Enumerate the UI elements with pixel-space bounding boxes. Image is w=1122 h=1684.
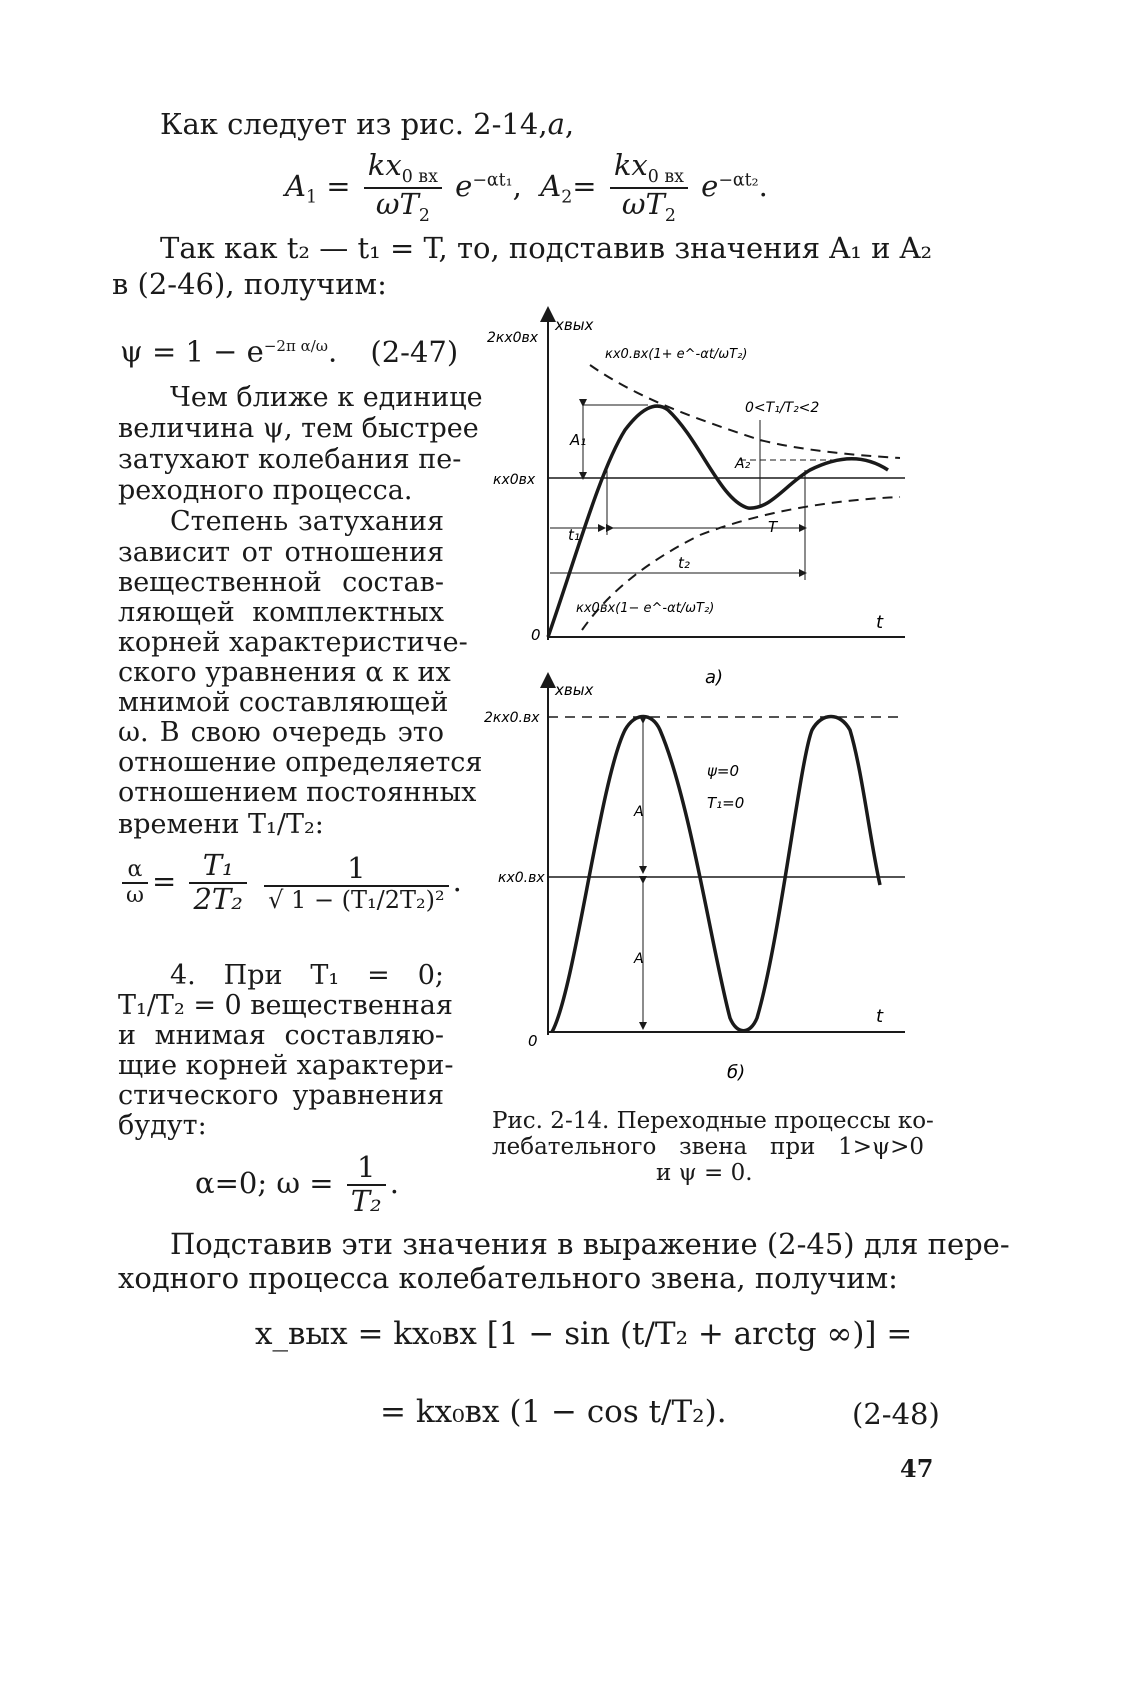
panel-a-sublabel: а) [705, 667, 724, 688]
panel-a-lower-envelope-label: кx0вх(1− e^-αt/ωT₂) [576, 601, 715, 616]
eq-ratio-f1-num: T₁ [202, 848, 234, 882]
caption-line: лебательного звена при 1>ψ>0 [492, 1134, 924, 1160]
eq-ratio-f2: $\frac{1}{\text{√ 1 − (T₁/2T₂)²}}$ [264, 853, 449, 913]
intro-text: Как следует из рис. 2-14, [160, 107, 548, 141]
eq-A2-den: ωT [621, 186, 665, 221]
col-line: реходного процесса. [118, 475, 413, 506]
col-line: Степень затухания [170, 506, 444, 537]
equation-2-48-b: = kx₀вх (1 − cos t/T₂). [380, 1394, 727, 1430]
col-line: щие корней характери- [118, 1050, 454, 1081]
panel-a-A2-label: A₂ [735, 456, 751, 472]
panel-a-A1-label: A₁ [570, 431, 587, 449]
col-line: ского уравнения α к их [118, 657, 451, 688]
eq-247-pow: −2π α/ω [263, 337, 328, 355]
eq-247-tail: . [327, 334, 338, 369]
panel-b-psi: ψ=0 [707, 762, 740, 780]
eq-A2-fraction [610, 150, 688, 226]
panel-a-origin: 0 [531, 626, 541, 644]
panel-a-y-axis-label: xвых [555, 316, 594, 334]
eq-alpha-text: α=0; ω = [195, 1165, 334, 1200]
col-line: отношение определяется [118, 747, 483, 778]
panel-a-t2-label: t₂ [678, 554, 690, 572]
eq-A2-symbol: A [540, 168, 562, 203]
eq-A1-den-sub: 2 [418, 205, 430, 226]
col-line: T₁/T₂ = 0 вещественная [118, 990, 453, 1021]
intro-ref: a [547, 107, 565, 141]
panel-b-A-label-lower: A [634, 951, 644, 967]
panel-a-upper-envelope-label: кx0.вх(1+ e^-αt/ωT₂) [605, 347, 748, 362]
eq-A2-exp: e [701, 168, 719, 203]
eq-A1-symbol: A [285, 168, 306, 203]
caption-line: Рис. 2-14. Переходные процессы ко- [492, 1108, 934, 1134]
col-line: зависит от отношения [118, 537, 444, 568]
text-line-t2: в (2-46), получим: [112, 267, 387, 301]
col-line: корней характеристиче- [118, 627, 468, 658]
eq-A1-fraction [364, 150, 442, 226]
eq-A1-pow: −αt₁ [472, 170, 513, 191]
eq-A1-num: kx [367, 148, 402, 182]
panel-a-condition: 0<T₁/T₂<2 [745, 400, 820, 416]
eq-alpha-tail: . [389, 1165, 399, 1200]
col-line: мнимой составляющей [118, 687, 449, 718]
panel-a-y-top-label: 2кx0вх [487, 330, 539, 346]
eq-247-number: (2-47) [370, 334, 459, 369]
panel-a-T-label: T [768, 518, 778, 536]
eq-247-lhs: ψ = 1 − e [120, 334, 264, 369]
intro-line: Как следует из рис. 2-14,a, [160, 107, 575, 141]
col-line: и мнимая составляю- [118, 1020, 444, 1051]
equation-A1-A2: $A_1$ = $\frac{kx_{0 вх}}{\omega T_2}$ $e^{-\alpha t_1}$, $A_2=$ $\frac{kx_{0 вх}}{\omega T_2}$ $e^{-\alpha t_2}$. [285, 148, 768, 226]
figure-2-14 [470, 300, 940, 1100]
equation-alpha [195, 1152, 399, 1218]
col-line: 4. При T₁ = 0; [170, 960, 444, 991]
panel-a-t1-label: t₁ [568, 526, 580, 544]
eq-ratio-one: 1 [264, 853, 449, 887]
panel-b-y-mid-label: кx0.вх [498, 870, 545, 886]
eq-ratio-f1 [189, 850, 246, 916]
equation-ratio: $\frac{\alpha}{\omega}$ = $\frac{\text{T₁}}{\text{2T₂}}$ $\frac{1}{\text{√ 1 − (T₁/2T₂)²}}$ . [118, 850, 462, 916]
col-line: затухают колебания пе- [118, 444, 462, 475]
col-line: будут: [118, 1110, 207, 1141]
panel-b-A-label-upper: A [634, 804, 644, 820]
eq-alpha-den: T₂ [350, 1183, 382, 1218]
panel-a-y-mid-label: кx0вх [493, 472, 536, 488]
col-line: отношением постоянных [118, 777, 477, 808]
col-line: стического уравнения [118, 1080, 444, 1111]
eq-A2-den-sub: 2 [664, 205, 676, 226]
equation-2-48-a: x_вых = kx₀вх [1 − sin (t/T₂ + arctg ∞)] = [255, 1316, 913, 1352]
eq-alpha-num: 1 [347, 1152, 386, 1186]
text-para-sub-1: Подставив эти значения в выражение (2-45) для пере- [170, 1227, 1010, 1261]
eq-A2-pow: −αt₂ [718, 170, 759, 191]
eq-A1-num-sub: 0 вх [401, 166, 438, 187]
eq-A2-sub: 2 [561, 187, 573, 208]
col-line: времени T₁/T₂: [118, 809, 324, 840]
eq-alpha-frac [347, 1152, 386, 1218]
equation-2-48-number: (2-48) [852, 1397, 940, 1431]
eq-A1-sub: 1 [305, 187, 318, 208]
text-line-t: Так как t₂ — t₁ = T, то, подставив значения A₁ и A₂ [160, 231, 933, 265]
col-line: ляющей комплектных [118, 597, 444, 628]
col-line: вещественной состав- [118, 567, 444, 598]
page-number: 47 [900, 1454, 934, 1483]
equation-2-47 [120, 330, 458, 368]
eq-ratio-lhs: $\frac{\alpha}{\omega}$ [122, 858, 148, 908]
panel-b-origin: 0 [528, 1032, 538, 1050]
eq-A1-exp: e [455, 168, 473, 203]
panel-b-sublabel: б) [727, 1062, 746, 1083]
eq-A2-num-sub: 0 вх [647, 166, 684, 187]
caption-line: и ψ = 0. [656, 1160, 753, 1186]
col-line: Чем ближе к единице [170, 382, 483, 413]
text-para-sub-2: ходного процесса колебательного звена, получим: [118, 1261, 898, 1295]
col-line: ω. В свою очередь это [118, 717, 444, 748]
panel-b-y-top-label: 2кx0.вх [484, 710, 540, 726]
panel-b-y-axis-label: xвых [555, 681, 594, 699]
panel-b-T1: T₁=0 [707, 794, 745, 812]
panel-a-x-axis-label: t [876, 612, 884, 633]
panel-b-x-axis-label: t [876, 1006, 884, 1027]
eq-ratio-f1-den: 2T₂ [193, 881, 243, 916]
col-line: величина ψ, тем быстрее [118, 413, 479, 444]
eq-A1-den: ωT [375, 186, 419, 221]
eq-A2-num: kx [613, 148, 648, 182]
eq-ratio-inner: 1 − (T₁/2T₂)² [291, 885, 445, 914]
